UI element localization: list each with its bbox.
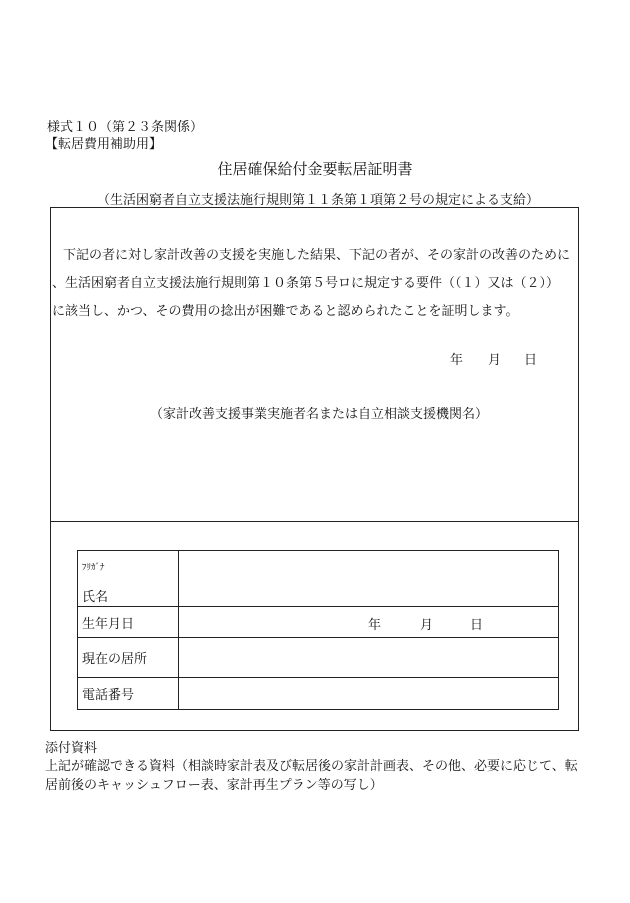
birthdate-label: 生年月日 (78, 607, 179, 638)
phone-row (78, 678, 559, 710)
address-field[interactable] (179, 638, 559, 678)
attachments-heading: 添付資料 (45, 741, 98, 756)
certificate-date-month: 月 (488, 353, 502, 368)
document-title: 住居確保給付金要転居証明書 (217, 160, 413, 178)
birthdate-row (78, 607, 559, 638)
birth-year: 年 (368, 618, 382, 633)
certifier-name: （家計改善支援事業実施者名または自立相談支援機関名） (150, 407, 489, 422)
phone-field[interactable] (179, 678, 559, 710)
furigana-label: ﾌﾘｶﾞﾅ (82, 563, 105, 573)
name-label: 氏名 (82, 590, 109, 605)
birth-month: 月 (420, 618, 434, 633)
name-label-cell (78, 551, 179, 607)
address-label: 現在の居所 (78, 638, 179, 678)
form-number: 様式１０（第２３条関係） (47, 120, 204, 135)
attachments-text-line-1: 上記が確認できる資料（相談時家計表及び転居後の家計計画表、その他、必要に応じて、転 (45, 759, 578, 774)
certificate-date-year: 年 (450, 353, 464, 368)
certificate-date-day: 日 (524, 353, 538, 368)
box-divider (50, 521, 579, 522)
birth-day: 日 (470, 618, 484, 633)
birthdate-field[interactable] (179, 607, 559, 638)
document-subtitle: （生活困窮者自立支援法施行規則第１１条第１項第２号の規定による支給） (97, 193, 540, 208)
form-purpose: 【転居費用補助用】 (45, 137, 163, 152)
name-field[interactable] (179, 551, 559, 607)
name-row (78, 551, 559, 607)
certificate-text-line-1: 下記の者に対し家計改善の支援を実施した結果、下記の者が、その家計の改善のために (63, 248, 571, 263)
phone-label: 電話番号 (78, 678, 179, 710)
attachments-text-line-2: 居前後のキャッシュフロー表、家計再生プラン等の写し） (45, 778, 383, 793)
address-row (78, 638, 559, 678)
applicant-info-table (77, 550, 559, 710)
certificate-text-line-3: に該当し、かつ、その費用の捻出が困難であると認められたことを証明します。 (52, 304, 519, 319)
certificate-text-line-2: 、生活困窮者自立支援法施行規則第１０条第５号ロに規定する要件（（１）又は（２）） (52, 276, 560, 291)
